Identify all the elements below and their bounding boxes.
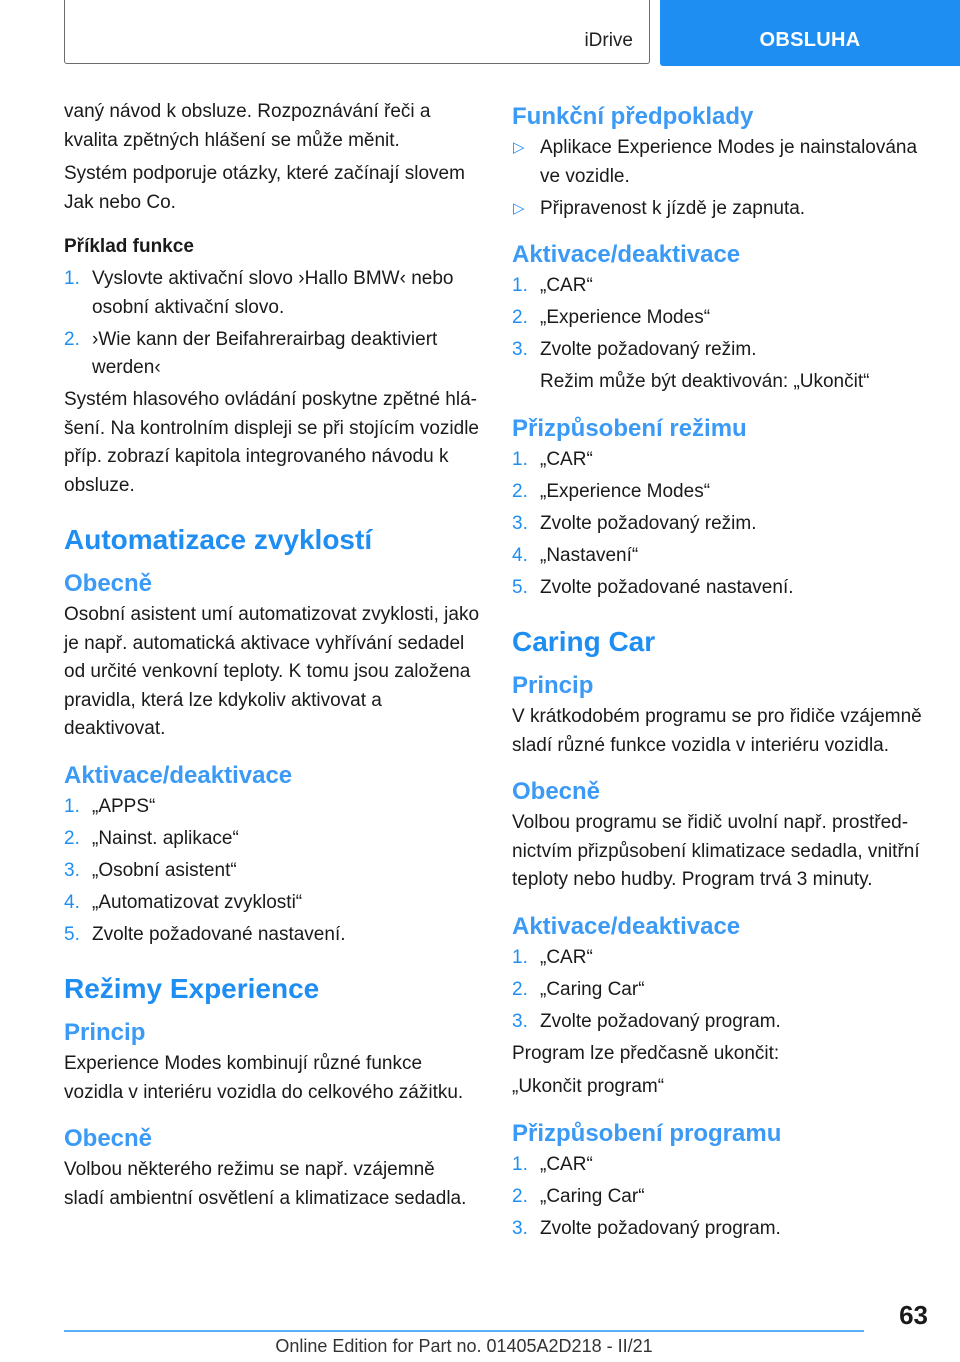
bullet-text: Aplikace Experience Modes je nainstalována ve vozidle. [540,137,918,187]
step-text: ›Wie kann der Beifahrerairbag deaktiviert werden‹ [92,328,438,378]
chapter-label: OBSLUHA [759,29,861,51]
step-number: 4. [64,891,80,913]
list-item [512,510,928,539]
intro-paragraph-2: Systém podporuje otázky, které začínají slovem Jak nebo Co. [64,163,465,213]
section-title-caring-car: Caring Car [512,626,656,657]
step-text: Zvolte požadovaný program. [540,1010,781,1032]
step-number: 2. [512,978,528,1000]
subsection-title-activation: Aktivace/deaktivace [64,761,293,789]
subsection-title-mode-adjust: Přizpůsobení režimu [512,414,747,442]
list-item [64,921,480,950]
right-column [512,98,928,1247]
subsection-title-general: Obecně [64,1125,153,1152]
list-item [512,478,928,507]
step-number: 3. [512,1217,528,1239]
section-tab-idrive [64,0,650,64]
footer-divider [64,1330,864,1332]
step-text: „Experience Modes“ [540,307,711,328]
section-title-automation: Automatizace zvyklostí [64,524,373,555]
step-number: 5. [64,923,80,945]
subsection-title-principle: Princip [512,672,594,699]
chapter-tab-obsluha [660,0,960,66]
subsection-title-activation: Aktivace/deaktivace [512,241,741,268]
list-item [512,195,928,224]
step-number: 3. [64,859,80,881]
experience-general-paragraph: Volbou některého režimu se např. vzájemně sladí ambientní osvětlení a klimatizace sedadla. [64,1159,467,1209]
list-item [64,265,480,322]
prerequisites-list [512,134,928,223]
section-label: iDrive [584,30,633,51]
bullet-text: Připravenost k jízdě je zapnuta. [540,197,806,219]
step-number: 3. [512,512,528,534]
early-end-text: Program lze předčasně ukončit: [512,1042,780,1064]
step-number: 2. [512,1185,528,1207]
list-item [512,336,928,365]
early-end-value: „Ukončit program“ [512,1076,665,1097]
subsection-title-prerequisites: Funkční předpoklady [512,103,754,130]
step-number: 1. [512,275,528,296]
list-item [512,1151,928,1180]
step-text: „CAR“ [540,448,593,470]
step-number: 2. [64,328,80,350]
list-item [512,304,928,333]
list-item [64,857,480,886]
list-item [512,272,928,301]
step-number: 1. [512,448,528,470]
page-number: 63 [899,1300,928,1330]
subsection-title-general: Obecně [512,778,601,805]
subsection-title-principle: Princip [64,1019,146,1046]
triangle-bullet-icon: ▷ [513,199,525,217]
list-item [512,1183,928,1212]
subsection-title-general: Obecně [64,570,153,597]
step-number: 1. [64,795,80,817]
step-text: „CAR“ [540,946,593,968]
list-item [64,889,480,918]
subsection-title-activation: Aktivace/deaktivace [512,912,741,940]
step-number: 2. [512,307,528,328]
step-number: 1. [512,946,528,968]
step-text: Zvolte požadovaný režim. [540,512,757,534]
footer-edition: Online Edition for Part no. 01405A2D218 - II/21 [275,1336,653,1356]
list-item [512,1008,928,1037]
step-text: „APPS“ [92,795,156,817]
step-text: Zvolte požadovaný režim. [540,339,757,360]
example-heading: Příklad funkce [64,236,194,257]
step-text: „Experience Modes“ [540,480,711,502]
step-text: „CAR“ [540,1153,593,1175]
list-item [64,825,480,854]
step-number: 1. [512,1153,528,1175]
step-number: 3. [512,1010,528,1032]
step-text: Vyslovte aktivační slovo ›Hallo BMW‹ nebo osobní aktivační slovo. [92,268,454,318]
program-adjust-steps [512,1151,928,1244]
step-text: Zvolte požadované nastavení. [540,576,794,598]
section-title-experience: Režimy Experience [64,973,320,1004]
automation-general-paragraph: Osobní asistent umí automatizovat zvyklosti, jako je např. automatická aktivace vyhřívání sedadel od určité venkovní teploty. K tomu jsou založena pravidla, která lze kdykoliv aktivovat a deaktivovat. [64,604,480,739]
step-text: „Caring Car“ [540,978,645,1000]
left-column [64,98,480,1218]
example-steps [64,265,480,383]
step-number: 5. [512,576,528,598]
step-number: 2. [512,480,528,502]
list-item [512,542,928,571]
step-number: 3. [512,339,528,360]
automation-activation-steps [64,793,480,950]
caring-activation-steps [512,944,928,1037]
step-text: „Nastavení“ [540,544,639,566]
step-text: „Nainst. aplikace“ [92,827,239,849]
list-item [512,1215,928,1244]
step-number: 2. [64,827,80,849]
experience-principle-paragraph: Experience Modes kombinují různé funkce vozidla v interiéru vozidla do celkového zážitku. [64,1053,464,1103]
step-text: Zvolte požadovaný program. [540,1217,781,1239]
page-header [0,0,960,66]
step-text: „CAR“ [540,275,593,296]
list-item [512,446,928,475]
list-item [512,976,928,1005]
step-text: „Osobní asistent“ [92,859,237,881]
intro-paragraph-1: vaný návod k obsluze. Rozpoznávání řeči a kvalita zpětných hlášení se může měnit. [64,101,431,151]
list-item [512,944,928,973]
experience-activation-steps [512,272,928,365]
step-text: „Caring Car“ [540,1185,645,1207]
example-paragraph: Systém hlasového ovládání poskytne zpětné hlášení. Na kontrolním displeji se při stojícím vozidle příp. zobrazí kapitola integrovaného návodu k obsluze. [64,389,479,496]
step-number: 1. [64,268,80,289]
list-item [512,134,928,191]
mode-adjust-steps [512,446,928,603]
list-item [512,574,928,603]
caring-general-paragraph: Volbou programu se řidič uvolní např. prostřednictvím přizpůsobení klimatizace sedadla, vnitřní teploty nebo hudby. Program trvá 3 minuty. [512,812,920,890]
triangle-bullet-icon: ▷ [513,139,525,156]
step-number: 4. [512,544,528,566]
caring-principle-paragraph: V krátkodobém programu se pro řidiče vzájemně sladí různé funkce vozidla v interiéru vozidla. [512,706,922,756]
activation-note: Režim může být deaktivován: „Ukončit“ [540,371,870,392]
subsection-title-program-adjust: Přizpůsobení programu [512,1119,782,1147]
list-item [64,793,480,822]
list-item [64,326,480,383]
step-text: „Automatizovat zvyklosti“ [92,891,303,913]
step-text: Zvolte požadované nastavení. [92,923,346,945]
